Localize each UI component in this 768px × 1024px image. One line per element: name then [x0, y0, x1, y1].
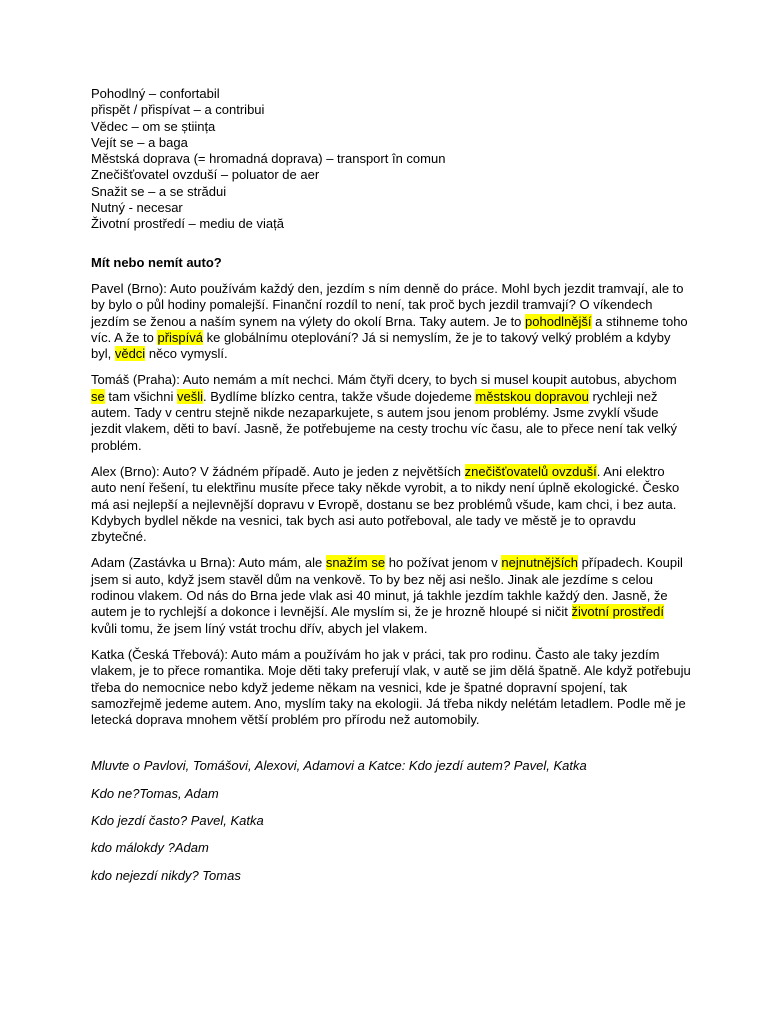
vocab-item: Znečišťovatel ovzduší – poluator de aer: [91, 167, 320, 183]
paragraph-text: kvůli tomu, že jsem líný vstát trochu dřív, abych jel vlakem.: [91, 620, 428, 636]
highlighted-term: přispívá: [157, 329, 204, 345]
highlighted-term: vešli: [176, 388, 203, 404]
vocab-item: Městská doprava (= hromadná doprava) – transport în comun: [91, 151, 446, 167]
paragraph-text: Adam (Zastávka u Brna): Auto mám, ale: [91, 555, 326, 571]
paragraph-text: tam všichni: [104, 388, 177, 404]
vocab-item: Vědec – om se știința: [91, 118, 216, 134]
paragraph-text: něco vymyslí.: [145, 346, 228, 362]
questions-list: [91, 758, 691, 883]
question-item: Kdo ne?Tomas, Adam: [91, 785, 219, 801]
paragraph-text: Alex (Brno): Auto? V žádném případě. Auto je jeden z největších: [91, 463, 465, 479]
paragraph-text: a stihneme toho víc. A že to: [91, 313, 688, 345]
highlighted-term: městskou dopravou: [475, 388, 589, 404]
vocab-item: přispět / přispívat – a contribui: [91, 102, 265, 118]
article-paragraph: [91, 281, 691, 362]
highlighted-term: pohodlnější: [525, 313, 592, 329]
paragraph-text: rychleji než autem. Tady v centru stejně nikde nezaparkujete, s autem jsou jenom problémy. Jsme zvyklí všude jezdit vlakem, děti to baví. Jasně, že potřebujeme na cesty trochu víc času, ale to přece není tak velký problém.: [91, 388, 678, 453]
highlighted-term: se: [91, 388, 105, 404]
question-item: kdo málokdy ?Adam: [91, 840, 209, 856]
highlighted-term: snažím se: [325, 555, 386, 571]
question-item: Mluvte o Pavlovi, Tomášovi, Alexovi, Adamovi a Katce: Kdo jezdí autem? Pavel, Katka: [91, 758, 587, 774]
paragraph-text: případech. Koupil jsem si auto, když jsem stavěl dům na venkově. To by bez něj asi nešlo. Jinak ale jezdíme s celou rodinou vlakem. Od nás do Brna jede vlak asi 40 minut, já takhle jezdím takhle každý den. Jasně, že autem je to rychlejší a dokonce i levnější. Ale myslím si, že je hrozně hloupé si ničit: [91, 555, 683, 620]
article-paragraph: [91, 464, 691, 545]
article-paragraph: [91, 372, 691, 453]
paragraph-text: ho požívat jenom v: [385, 555, 502, 571]
document-content: [91, 86, 691, 895]
highlighted-term: vědci: [114, 346, 146, 362]
paragraph-text: . Bydlíme blízko centra, takže všude dojedeme: [203, 388, 476, 404]
vocab-item: Životní prostředí – mediu de viață: [91, 216, 284, 232]
article-heading: Mít nebo nemít auto?: [91, 254, 222, 270]
paragraph-text: Tomáš (Praha): Auto nemám a mít nechci. Mám čtyři dcery, to bych si musel koupit autobus, abychom: [91, 372, 677, 388]
paragraph-text: Katka (Česká Třebová): Auto mám a používám ho jak v práci, tak pro rodinu. Často ale taky jezdím vlakem, je to přece romantika. Moje děti taky preferují vlak, v autě se jim dělá špatně. Ale když potřebuju třeba do nemocnice nebo když jedeme někam na vesnici, kde je špatné dopravní spojení, tak samozřejmě jedeme autem. Ano, myslím taky na ekologii. Já třeba nikdy nelétám letadlem. Podle mě je letecká doprava mnohem větší problém pro přírodu než automobily.: [91, 646, 691, 728]
paragraph-text: Pavel (Brno): Auto používám každý den, jezdím s ním denně do práce. Mohl bych jezdit tramvají, ale to by bylo o půl hodiny pomalejší. Finanční rozdíl to není, tak proč bych jezdil tramvají? O víkendech jezdím se ženou a naším synem na výlety do okolí Brna. Taky autem. Je to: [91, 280, 684, 329]
article-body: [91, 281, 691, 728]
article-paragraph: [91, 647, 691, 728]
highlighted-term: nejnutnějších: [501, 555, 579, 571]
highlighted-term: znečišťovatelů ovzduší: [464, 463, 597, 479]
paragraph-text: . Ani elektro auto není řešení, tu elektřinu musíte přece taky někde vyrobit, a to nikdy není úplně ekologické. Česko má asi nejlepší a nejlevnější dopravu v Evropě, dostanu se bez problémů všude, kam chci, i bez auta. Kdybych bydlel někde na vesnici, tak bych asi auto potřeboval, ale tady ve městě je to opravdu zbytečné.: [91, 463, 680, 545]
paragraph-text: ke globálnímu oteplování? Já si nemyslím, že je to takový velký problém a kdyby byl,: [91, 329, 671, 362]
vocabulary-list: [91, 86, 691, 233]
vocab-item: Nutný - necesar: [91, 200, 183, 216]
vocab-item: Vejít se – a baga: [91, 134, 188, 150]
highlighted-term: životní prostředí: [571, 604, 664, 620]
question-item: kdo nejezdí nikdy? Tomas: [91, 867, 241, 883]
article-paragraph: [91, 555, 691, 636]
question-item: Kdo jezdí často? Pavel, Katka: [91, 812, 264, 828]
vocab-item: Pohodlný – confortabil: [91, 86, 220, 101]
vocab-item: Snažit se – a se strădui: [91, 183, 227, 199]
